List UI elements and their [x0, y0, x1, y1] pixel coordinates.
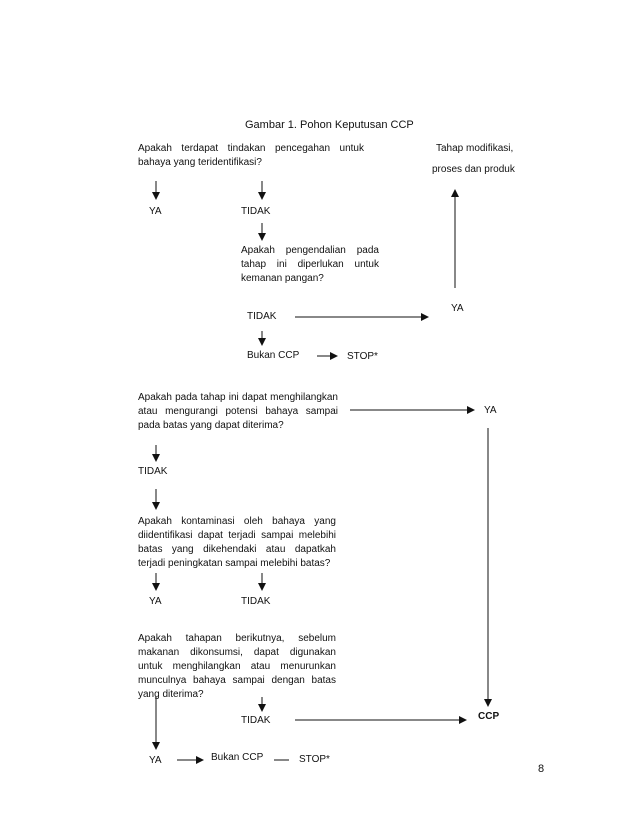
- q3-yes-label: YA: [149, 596, 162, 607]
- question-1: Apakah terdapat tindakan pencegahan untuk bahaya yang teridentifikasi?: [138, 143, 364, 168]
- modify-step-line-2: proses dan produk: [432, 164, 515, 175]
- q1b-yes-label: YA: [451, 303, 464, 314]
- stop-label-2: STOP*: [299, 754, 330, 765]
- question-3: Apakah kontaminasi oleh bahaya yang diidentifikasi dapat terjadi sampai melebihi batas yang dikehendaki atau dapatkah terjadi peningkatan sampai melebihi batas?: [138, 516, 336, 569]
- modify-step-line-1: Tahap modifikasi,: [436, 143, 514, 154]
- q1b-no-label: TIDAK: [247, 311, 277, 322]
- stop-label-1: STOP*: [347, 351, 378, 362]
- figure-title: Gambar 1. Pohon Keputusan CCP: [245, 119, 414, 131]
- q4-yes-label: YA: [149, 755, 162, 766]
- q1-no-label: TIDAK: [241, 206, 271, 217]
- question-2: Apakah pada tahap ini dapat menghilangkan atau mengurangi potensi bahaya sampai pada batas yang dapat diterima?: [138, 392, 338, 431]
- not-ccp-label-1: Bukan CCP: [247, 350, 300, 361]
- q2-yes-label: YA: [484, 405, 497, 416]
- question-1b: Apakah pengendalian pada tahap ini diperlukan untuk kemanan pangan?: [241, 245, 379, 284]
- q3-no-label: TIDAK: [241, 596, 271, 607]
- page-number: 8: [538, 763, 545, 775]
- question-4: Apakah tahapan berikutnya, sebelum makanan dikonsumsi, dapat digunakan untuk menghilangkan atau menurunkan munculnya bahaya sampai dengan batas yang diterima?: [138, 633, 336, 700]
- q4-no-label: TIDAK: [241, 715, 271, 726]
- ccp-label: CCP: [478, 711, 500, 722]
- q1-yes-label: YA: [149, 206, 162, 217]
- q2-no-label: TIDAK: [138, 466, 168, 477]
- not-ccp-label-2: Bukan CCP: [211, 752, 264, 763]
